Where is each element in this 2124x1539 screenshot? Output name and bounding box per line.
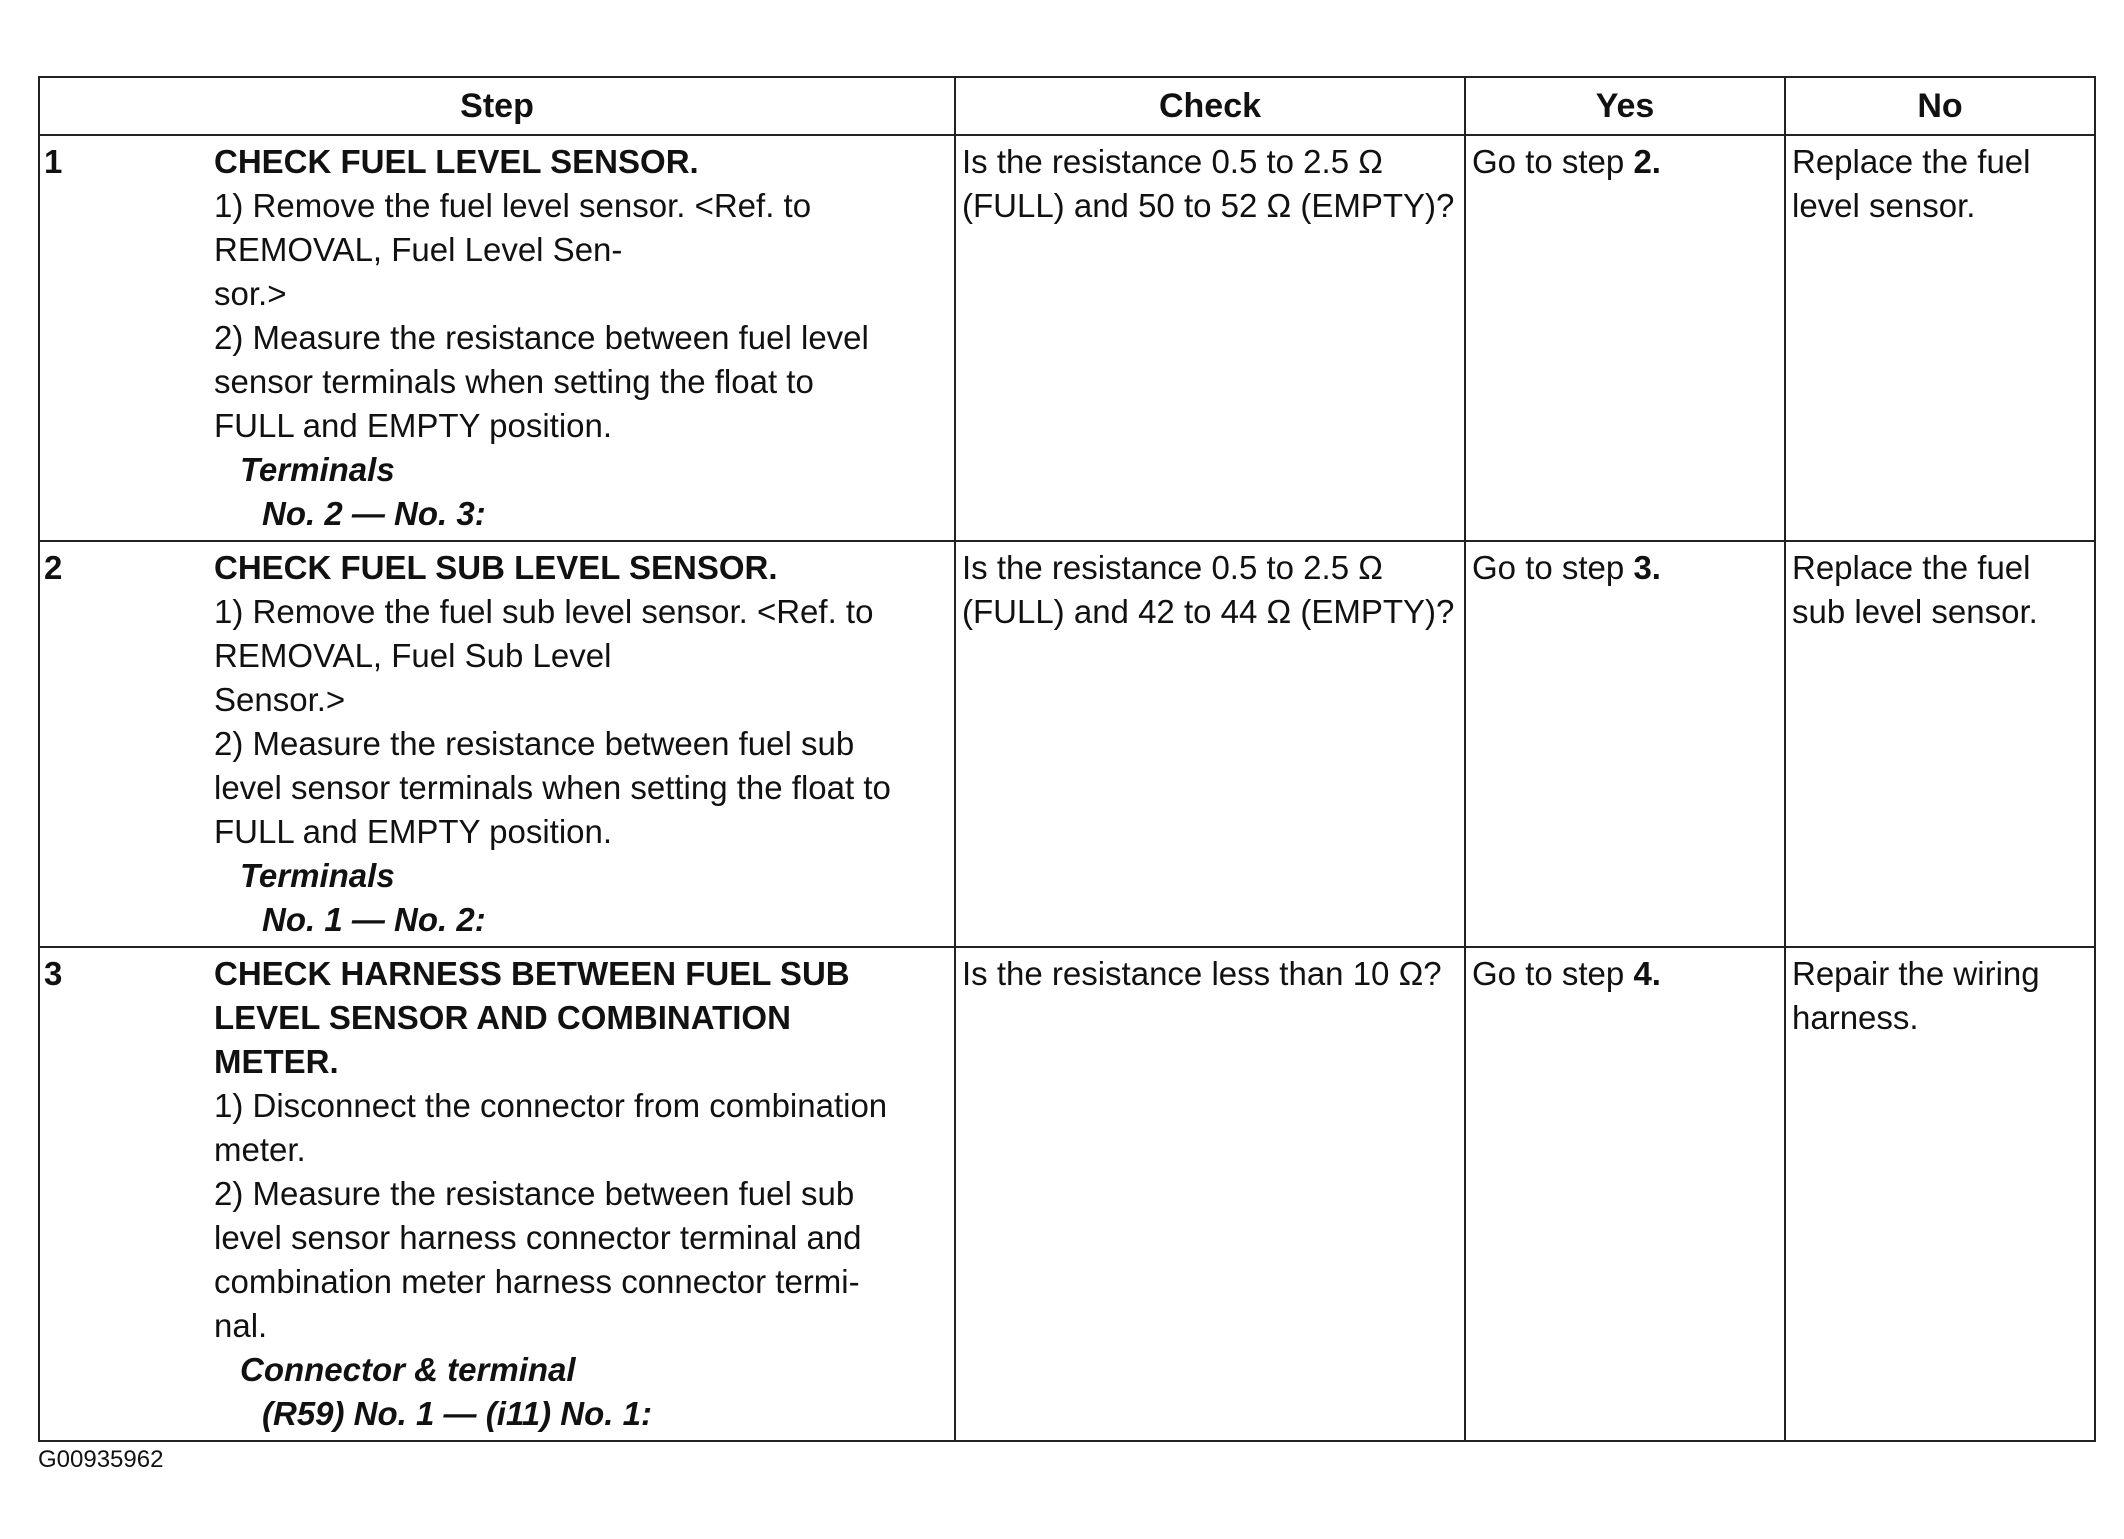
no-cell: Replace the fuel level sensor. (1785, 135, 2095, 541)
step-cell (39, 947, 955, 1441)
yes-text: Go to step (1472, 955, 1634, 992)
yes-cell (1465, 541, 1785, 947)
connector-value: (R59) No. 1 — (i11) No. 1: (262, 1395, 652, 1432)
step-line: 1) Disconnect the connector from combination (214, 1087, 888, 1124)
yes-step: 2. (1633, 143, 1661, 180)
step-cell (39, 135, 955, 541)
no-cell: Replace the fuel sub level sensor. (1785, 541, 2095, 947)
terminals-value: No. 1 — No. 2: (262, 901, 486, 938)
diagnostic-table (38, 76, 2096, 1442)
yes-text: Go to step (1472, 549, 1634, 586)
step-line: sensor terminals when setting the float to (214, 363, 814, 400)
step-line: REMOVAL, Fuel Sub Level (214, 637, 612, 674)
header-yes: Yes (1465, 77, 1785, 135)
step-title: METER. (214, 1043, 339, 1080)
step-cell (39, 541, 955, 947)
step-line: combination meter harness connector termi- (214, 1263, 860, 1300)
step-line: 2) Measure the resistance between fuel sub (214, 725, 855, 762)
check-cell: Is the resistance 0.5 to 2.5 Ω (FULL) and 50 to 52 Ω (EMPTY)? (955, 135, 1465, 541)
step-line: 2) Measure the resistance between fuel sub (214, 1175, 855, 1212)
step-line: level sensor harness connector terminal and (214, 1219, 862, 1256)
step-line: sor.> (214, 275, 287, 312)
step-line: REMOVAL, Fuel Level Sen- (214, 231, 623, 268)
step-line: 1) Remove the fuel level sensor. <Ref. to (214, 187, 812, 224)
check-cell: Is the resistance 0.5 to 2.5 Ω (FULL) and 42 to 44 Ω (EMPTY)? (955, 541, 1465, 947)
header-no: No (1785, 77, 2095, 135)
step-number: 2 (44, 549, 63, 586)
step-line: Sensor.> (214, 681, 346, 718)
reference-code: G00935962 (38, 1446, 164, 1473)
yes-cell (1465, 135, 1785, 541)
yes-step: 4. (1633, 955, 1661, 992)
yes-cell (1465, 947, 1785, 1441)
step-title: CHECK HARNESS BETWEEN FUEL SUB (214, 955, 850, 992)
terminals-label: Terminals (240, 451, 395, 488)
step-line: FULL and EMPTY position. (214, 407, 613, 444)
connector-label: Connector & terminal (240, 1351, 576, 1388)
header-step: Step (39, 77, 955, 135)
no-cell: Repair the wiring harness. (1785, 947, 2095, 1441)
step-title: CHECK FUEL SUB LEVEL SENSOR. (214, 549, 778, 586)
table-row (39, 541, 2095, 947)
table-row (39, 947, 2095, 1441)
check-cell: Is the resistance less than 10 Ω? (955, 947, 1465, 1441)
step-line: meter. (214, 1131, 306, 1168)
yes-step: 3. (1633, 549, 1661, 586)
step-number: 3 (44, 955, 63, 992)
step-line: 1) Remove the fuel sub level sensor. <Ref. to (214, 593, 874, 630)
step-line: level sensor terminals when setting the float to (214, 769, 891, 806)
step-line: FULL and EMPTY position. (214, 813, 613, 850)
step-line: 2) Measure the resistance between fuel level (214, 319, 869, 356)
header-row (39, 77, 2095, 135)
step-title: CHECK FUEL LEVEL SENSOR. (214, 143, 699, 180)
terminals-label: Terminals (240, 857, 395, 894)
step-title: LEVEL SENSOR AND COMBINATION (214, 999, 791, 1036)
step-number: 1 (44, 143, 63, 180)
table-row (39, 135, 2095, 541)
header-check: Check (955, 77, 1465, 135)
terminals-value: No. 2 — No. 3: (262, 495, 486, 532)
yes-text: Go to step (1472, 143, 1634, 180)
step-line: nal. (214, 1307, 268, 1344)
